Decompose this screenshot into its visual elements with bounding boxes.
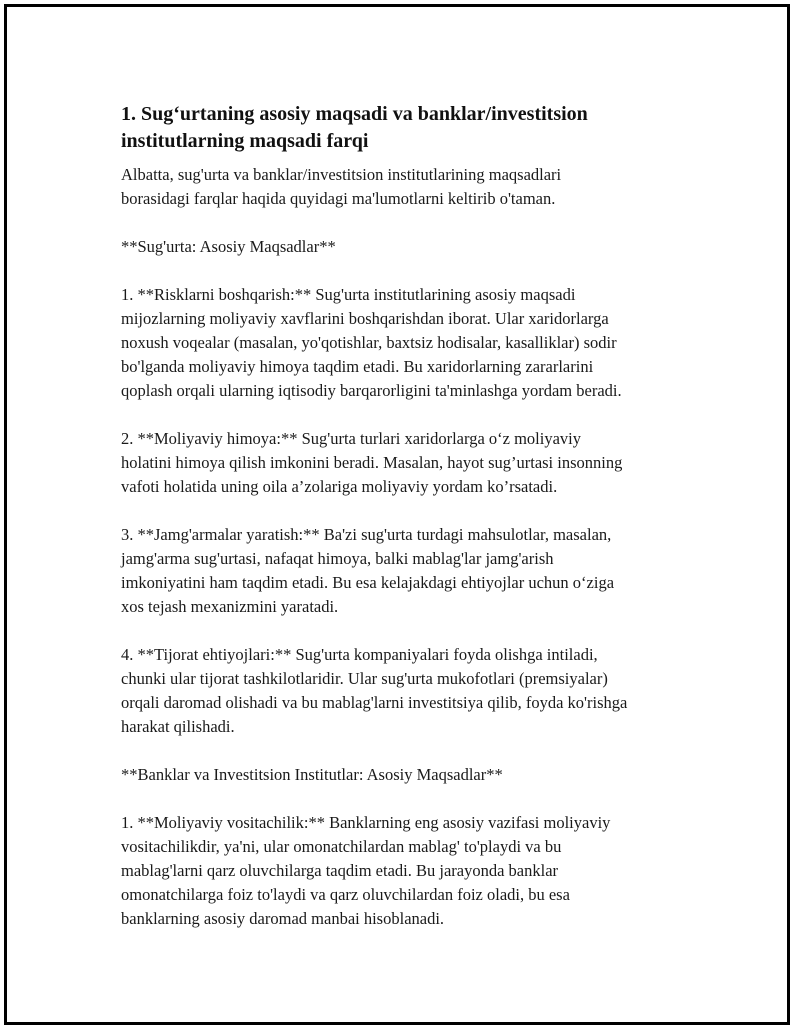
insurance-point-3 bbox=[121, 523, 701, 619]
text-line: omonatchilarga foiz to'laydi va qarz oluvchilardan foiz oladi, bu esa bbox=[121, 885, 570, 904]
section-heading-insurance bbox=[121, 235, 701, 259]
text-line: vositachilikdir, ya'ni, ular omonatchilardan mablag' to'playdi va bu bbox=[121, 837, 562, 856]
section-heading-banks bbox=[121, 763, 701, 787]
text-line: chunki ular tijorat tashkilotlaridir. Ular sug'urta mukofotlari (premsiyalar) bbox=[121, 669, 608, 688]
text-line: harakat qilishadi. bbox=[121, 717, 235, 736]
insurance-point-2 bbox=[121, 427, 701, 499]
text-line: 2. **Moliyaviy himoya:** Sug'urta turlari xaridorlarga o‘z moliyaviy bbox=[121, 429, 581, 448]
text-line: banklarning asosiy daromad manbai hisoblanadi. bbox=[121, 909, 445, 928]
text-line: orqali daromad olishadi va bu mablag'larni investitsiya qilib, foyda ko'rishga bbox=[121, 693, 628, 712]
intro-paragraph bbox=[121, 163, 701, 211]
text-line: **Sug'urta: Asosiy Maqsadlar** bbox=[121, 237, 336, 256]
text-line: 1. **Risklarni boshqarish:** Sug'urta institutlarining asosiy maqsadi bbox=[121, 285, 576, 304]
text-line: mijozlarning moliyaviy xavflarini boshqarishdan iborat. Ular xaridorlarga bbox=[121, 309, 609, 328]
text-line: xos tejash mexanizmini yaratadi. bbox=[121, 597, 339, 616]
text-line: 3. **Jamg'armalar yaratish:** Ba'zi sug'urta turdagi mahsulotlar, masalan, bbox=[121, 525, 612, 544]
text-line: 1. **Moliyaviy vositachilik:** Banklarning eng asosiy vazifasi moliyaviy bbox=[121, 813, 611, 832]
document-title bbox=[121, 101, 701, 155]
page-frame bbox=[4, 4, 790, 1025]
document-title-line: institutlarning maqsadi farqi bbox=[121, 130, 369, 152]
insurance-point-4 bbox=[121, 643, 701, 739]
text-line: Albatta, sug'urta va banklar/investitsion institutlarining maqsadlari bbox=[121, 165, 562, 184]
document-title-line: 1. Sug‘urtaning asosiy maqsadi va banklar/investitsion bbox=[121, 103, 588, 125]
text-line: noxush voqealar (masalan, yo'qotishlar, baxtsiz hodisalar, kasalliklar) sodir bbox=[121, 333, 617, 352]
insurance-point-1 bbox=[121, 283, 701, 403]
text-line: qoplash orqali ularning iqtisodiy barqarorligini ta'minlashga yordam beradi. bbox=[121, 381, 622, 400]
text-line: holatini himoya qilish imkonini beradi. Masalan, hayot sug’urtasi insonning bbox=[121, 453, 623, 472]
text-line: imkoniyatini ham taqdim etadi. Bu esa kelajakdagi ehtiyojlar uchun o‘ziga bbox=[121, 573, 615, 592]
banks-point-1 bbox=[121, 811, 701, 931]
text-line: bo'lganda moliyaviy himoya taqdim etadi. Bu xaridorlarning zararlarini bbox=[121, 357, 594, 376]
text-line: mablag'larni qarz oluvchilarga taqdim etadi. Bu jarayonda banklar bbox=[121, 861, 559, 880]
text-line: **Banklar va Investitsion Institutlar: Asosiy Maqsadlar** bbox=[121, 765, 503, 784]
text-line: jamg'arma sug'urtasi, nafaqat himoya, balki mablag'lar jamg'arish bbox=[121, 549, 554, 568]
text-line: vafoti holatida uning oila a’zolariga moliyaviy yordam ko’rsatadi. bbox=[121, 477, 558, 496]
document-body bbox=[121, 101, 701, 955]
text-line: borasidagi farqlar haqida quyidagi ma'lumotlarni keltirib o'taman. bbox=[121, 189, 556, 208]
text-line: 4. **Tijorat ehtiyojlari:** Sug'urta kompaniyalari foyda olishga intiladi, bbox=[121, 645, 598, 664]
